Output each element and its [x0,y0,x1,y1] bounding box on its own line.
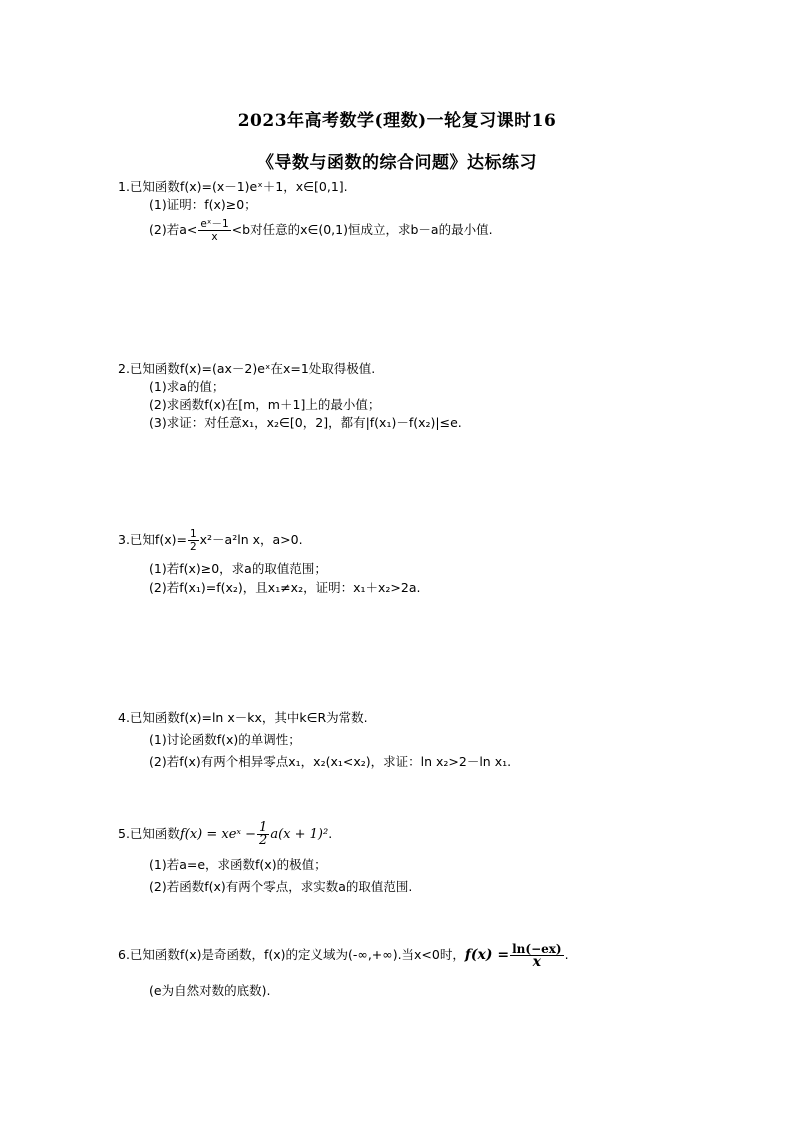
problem-2-part-2: (2)求函数f(x)在[m，m＋1]上的最小值； [149,397,381,412]
problem-4-part-2: (2)若f(x)有两个相异零点x₁，x₂(x₁<x₂)，求证：ln x₂>2－ln x₁. [149,754,512,769]
problem-6-note: (e为自然对数的底数). [149,983,271,998]
fraction: $\frac{\ln(-ex)}{x}$ [512,942,562,970]
problem-5-part-1: (1)若a=e，求函数f(x)的极值； [149,857,327,872]
fraction: $\frac{1}{2}$ [189,528,197,553]
problem-2-stem: 2.已知函数f(x)=(ax－2)eˣ在x=1处取得极值. [118,361,376,376]
problem-6-stem: 6.已知函数f(x)是奇函数，f(x)的定义域为(-∞,+∞).当x<0时，f(x) = $\frac{\ln(-ex)}{x}$ . [118,942,569,970]
fraction: $\frac{\text{eˣ－1}}{x}$ [200,218,229,243]
problem-3-stem: 3.已知f(x)= $\frac{1}{2}$ x²－a²ln x，a>0. [118,528,303,553]
problem-1-stem: 1.已知函数f(x)=(x－1)eˣ＋1，x∈[0,1]. [118,179,348,194]
problem-4-part-1: (1)讨论函数f(x)的单调性； [149,732,301,747]
problem-4-stem: 4.已知函数f(x)=ln x－kx，其中k∈R为常数. [118,710,368,725]
problem-5-part-2: (2)若函数f(x)有两个零点，求实数a的取值范围. [149,879,413,894]
problem-1-part-1: (1)证明：f(x)≥0； [149,197,257,212]
problem-3-part-1: (1)若f(x)≥0，求a的取值范围； [149,561,327,576]
page-subtitle: 《导数与函数的综合问题》达标练习 [257,153,537,173]
fraction: $\frac{1}{2}$ [259,820,268,848]
problem-1-part-2: (2)若a< $\frac{\text{eˣ－1}}{x}$ <b对任意的x∈(0,1)恒成立，求b－a的最小值. [149,218,493,243]
problem-2-part-3: (3)求证：对任意x₁，x₂∈[0，2]，都有|f(x₁)－f(x₂)|≤e. [149,415,462,430]
problem-5-stem: 5.已知函数f(x) = xeˣ − $\frac{1}{2}$ a(x + 1)². [118,820,333,848]
page-title: 2023年高考数学(理数)一轮复习课时16 [237,111,557,131]
problem-2-part-1: (1)求a的值； [149,379,225,394]
problem-3-part-2: (2)若f(x₁)=f(x₂)，且x₁≠x₂，证明：x₁＋x₂>2a. [149,580,421,595]
